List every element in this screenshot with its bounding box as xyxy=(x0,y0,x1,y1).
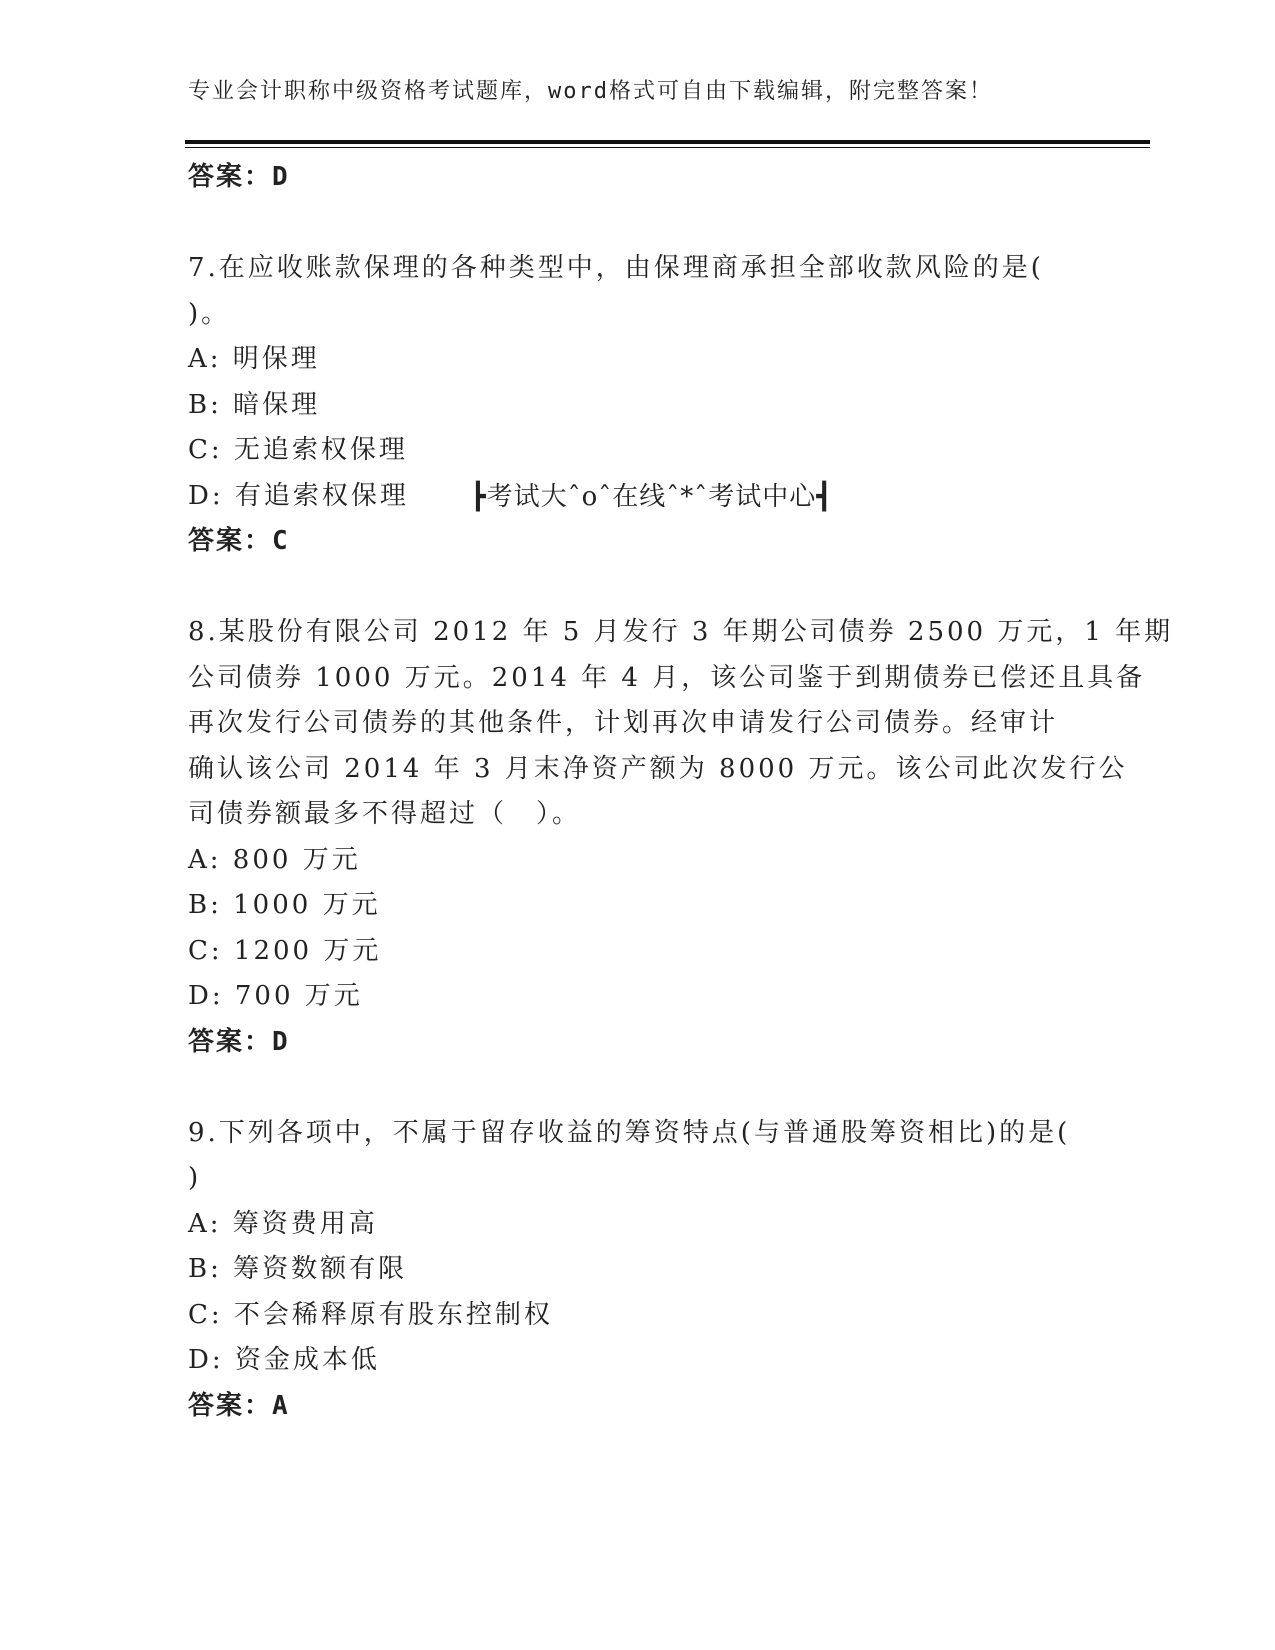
question-stem-line: 7.在应收账款保理的各种类型中，由保理商承担全部收款风险的是( xyxy=(188,253,1044,283)
question-8 xyxy=(188,610,1174,1065)
question-stem-line: 确认该公司 2014 年 3 月末净资产额为 8000 万元。该公司此次发行公 xyxy=(188,753,1128,784)
header-rule-thin xyxy=(185,147,1150,148)
watermark-text: ┣考试大ˆoˆ在线ˆ*ˆ考试中心┫ xyxy=(470,482,833,512)
spacer xyxy=(188,565,1088,611)
option-c: C: 不会稀释原有股东控制权 xyxy=(188,1299,553,1330)
option-b: B: 暗保理 xyxy=(188,389,321,420)
option-d: D: 700 万元 xyxy=(188,981,363,1011)
answer-value: C xyxy=(272,526,290,556)
spacer xyxy=(188,1065,1088,1111)
answer-label: 答案： xyxy=(188,1390,273,1421)
question-stem-line: ) xyxy=(188,1163,202,1193)
header-rule-thick xyxy=(185,140,1150,144)
question-stem-line: 8.某股份有限公司 2012 年 5 月发行 3 年期公司债券 2500 万元，1 年期 xyxy=(188,617,1174,647)
option-c: C: 1200 万元 xyxy=(188,935,382,966)
page-header: 专业会计职称中级资格考试题库，word格式可自由下载编辑，附完整答案！ xyxy=(188,79,993,104)
answer-value: D xyxy=(272,1026,290,1057)
option-a: A: 筹资费用高 xyxy=(188,1208,378,1239)
question-content xyxy=(188,155,1174,1429)
question-9 xyxy=(188,1111,1088,1430)
answer-value: A xyxy=(272,1390,290,1421)
question-stem-line: 再次发行公司债券的其他条件，计划再次申请发行公司债券。经审计 xyxy=(188,708,1059,738)
question-stem-line: 9.下列各项中，不属于留存收益的筹资特点(与普通股筹资相比)的是( xyxy=(188,1117,1071,1148)
option-d: D: 资金成本低 xyxy=(188,1345,380,1375)
answer-line xyxy=(188,1384,1088,1430)
spacer xyxy=(188,201,1088,247)
option-b: B: 1000 万元 xyxy=(188,890,381,920)
answer-label: 答案： xyxy=(188,1026,273,1057)
option-a: A: 800 万元 xyxy=(188,844,361,875)
question-stem-line: 司债券额最多不得超过（ ）。 xyxy=(188,799,582,829)
answer-value: D xyxy=(272,162,290,192)
answer-label: 答案： xyxy=(188,526,273,556)
answer-label: 答案： xyxy=(188,162,273,192)
answer-line xyxy=(188,155,1088,201)
answer-line xyxy=(188,519,1088,565)
question-stem-line: 公司债券 1000 万元。2014 年 4 月，该公司鉴于到期债券已偿还且具备 xyxy=(188,662,1146,693)
question-stem-line: )。 xyxy=(188,298,231,329)
option-c: C: 无追索权保理 xyxy=(188,435,408,465)
option-d: D: 有追索权保理 xyxy=(188,480,409,511)
option-a: A: 明保理 xyxy=(188,344,320,374)
answer-line xyxy=(188,1020,1088,1066)
option-b: B: 筹资数额有限 xyxy=(188,1254,408,1284)
